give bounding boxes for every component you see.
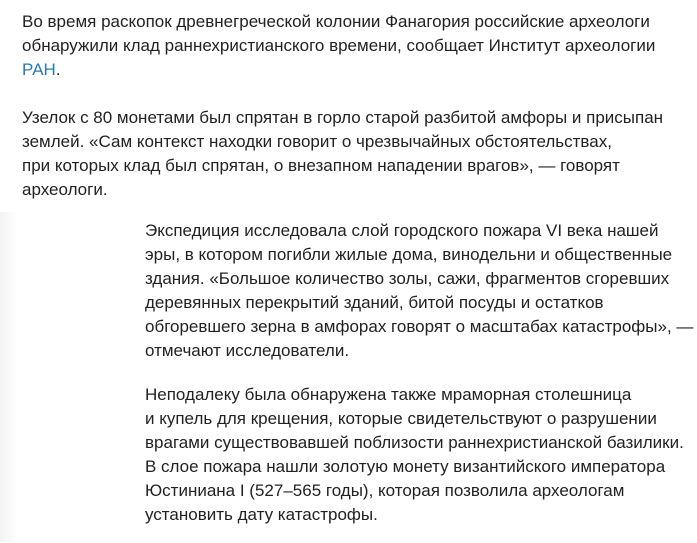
paragraph-line: эры, в котором погибли жилые дома, винодельни и общественные: [145, 245, 673, 264]
paragraph-expedition: [145, 219, 693, 363]
paragraph-intro: [22, 10, 655, 82]
ran-link[interactable]: РАН: [22, 60, 56, 79]
paragraph-line: здания. «Большое количество золы, сажи, фрагментов сгоревших: [145, 269, 670, 288]
paragraph-line: установить дату катастрофы.: [145, 505, 378, 524]
paragraph-line: [22, 58, 655, 82]
paragraph-line: обнаружили клад раннехристианского времени, сообщает Институт археологии: [22, 36, 656, 55]
paragraph-line: врагами существовавшей поблизости раннехристианской базилики.: [145, 433, 684, 452]
paragraph-line: обгоревшего зерна в амфорах говорят о масштабах катастрофы», —: [145, 317, 694, 336]
paragraph-line: В слое пожара нашли золотую монету византийского императора: [145, 457, 666, 476]
paragraph-line: отмечают исследователи.: [145, 341, 350, 360]
image-edge: [0, 212, 18, 542]
paragraph-line: Узелок с 80 монетами был спрятан в горло старой разбитой амфоры и присыпан: [22, 108, 664, 127]
paragraph-line: Во время раскопок древнегреческой колонии Фанагория российские археологи: [22, 12, 650, 31]
paragraph-hoard: [22, 106, 663, 202]
period: .: [55, 60, 61, 79]
paragraph-line: Юстиниана I (527–565 годы), которая позволила археологам: [145, 481, 625, 500]
paragraph-findings: [145, 383, 684, 527]
paragraph-line: Неподалеку была обнаружена также мраморная столешница: [145, 385, 632, 404]
paragraph-line: землей. «Сам контекст находки говорит о чрезвычайных обстоятельствах,: [22, 132, 612, 151]
paragraph-line: и купель для крещения, которые свидетельствуют о разрушении: [145, 409, 657, 428]
paragraph-line: археологи.: [22, 180, 108, 199]
paragraph-line: Экспедиция исследовала слой городского пожара VI века нашей: [145, 221, 659, 240]
paragraph-line: при которых клад был спрятан, о внезапном нападении врагов», — говорят: [22, 156, 620, 175]
paragraph-line: деревянных перекрытий зданий, битой посуды и остатков: [145, 293, 604, 312]
